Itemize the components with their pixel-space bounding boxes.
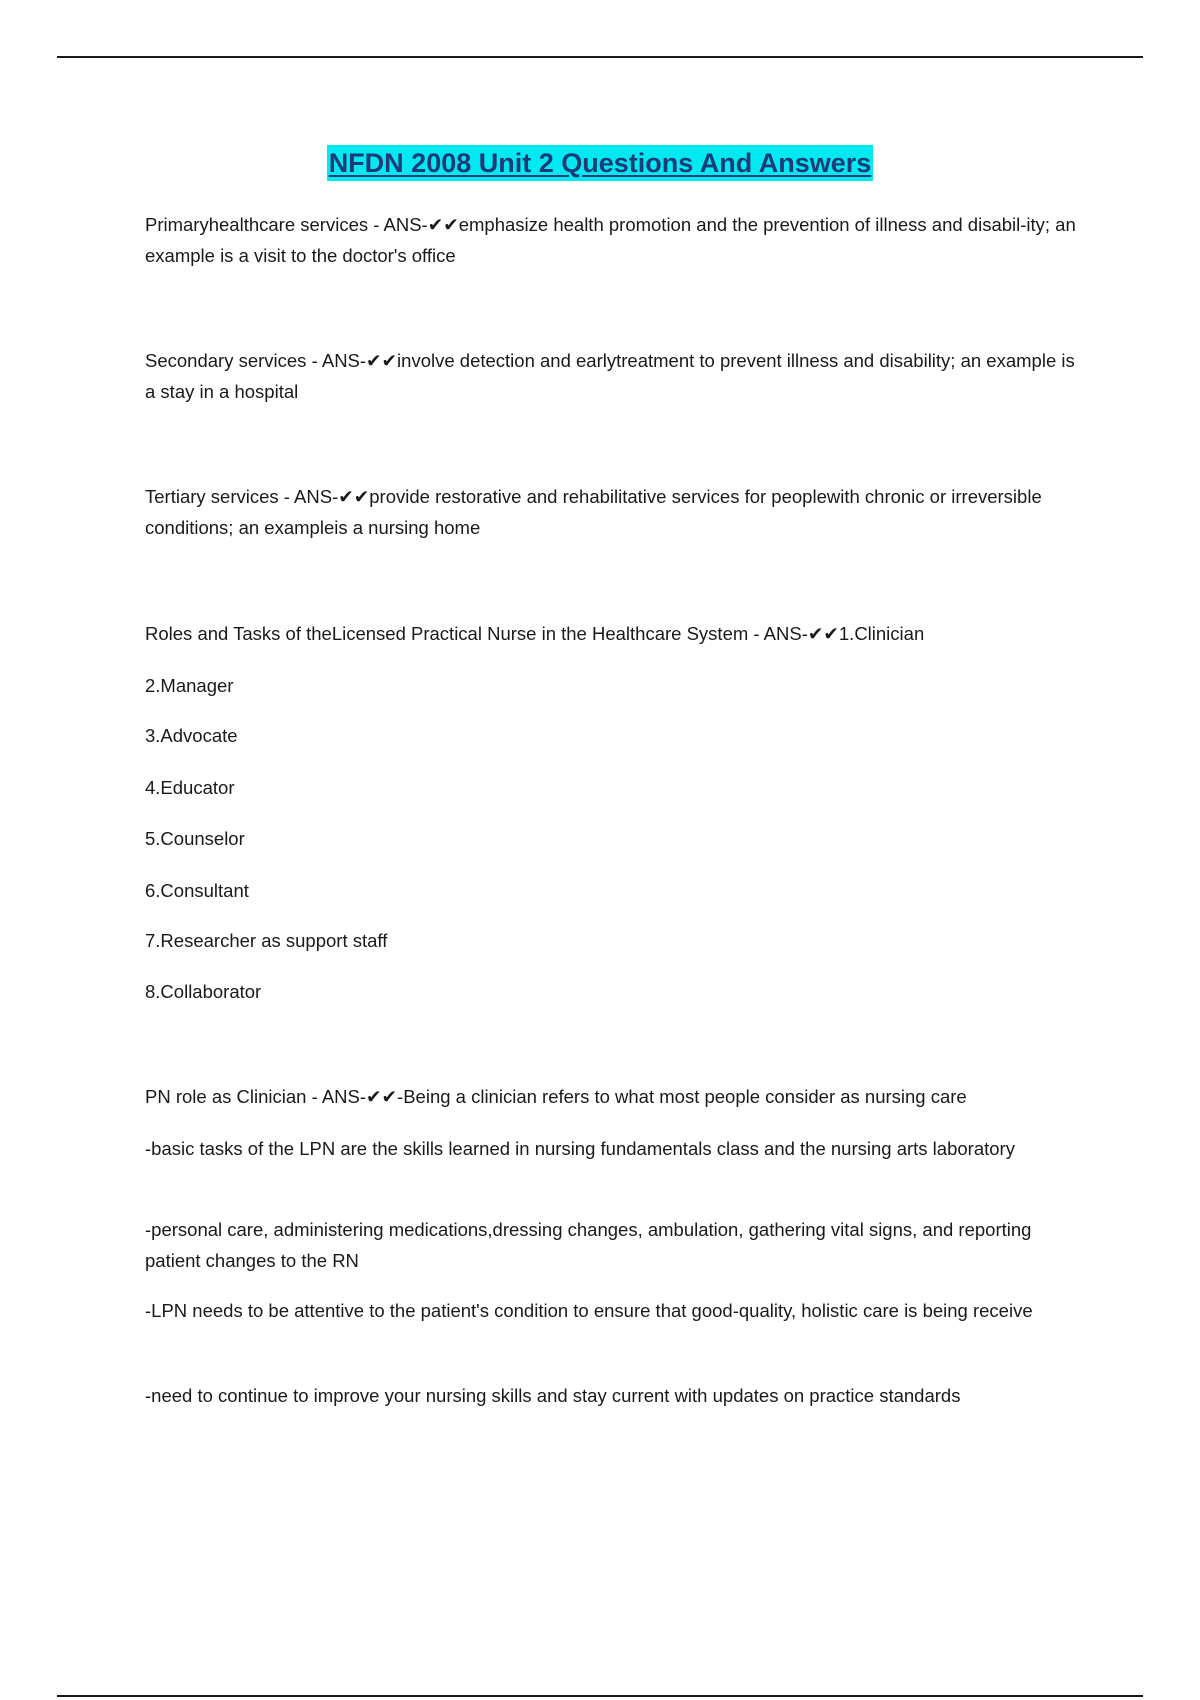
list-item: 6.Consultant [145, 880, 249, 901]
clinician-point: -basic tasks of the LPN are the skills learned in nursing fundamentals class and the nursing arts laboratory [145, 1138, 1015, 1159]
list-item: 2.Manager [145, 675, 234, 696]
list-item: 4.Educator [145, 777, 235, 798]
qa-tertiary-services: Tertiary services - ANS-✔✔provide restorative and rehabilitative services for peoplewith chronic or irreversible conditions; an exampleis a nursing home [145, 486, 1042, 538]
document-title: NFDN 2008 Unit 2 Questions And Answers [327, 145, 874, 181]
list-item: 3.Advocate [145, 725, 238, 746]
clinician-point: -personal care, administering medications,dressing changes, ambulation, gathering vital signs, and reporting patient changes to the RN [145, 1219, 1032, 1271]
list-item: 7.Researcher as support staff [145, 930, 388, 951]
clinician-point: -LPN needs to be attentive to the patient's condition to ensure that good-quality, holistic care is being receive [145, 1300, 1033, 1321]
qa-lpn-roles: Roles and Tasks of theLicensed Practical Nurse in the Healthcare System - ANS-✔✔1.Clinician [145, 623, 925, 644]
qa-primary-services: Primaryhealthcare services - ANS-✔✔emphasize health promotion and the prevention of illness and disabil-ity; an example is a visit to the doctor's office [145, 214, 1076, 266]
qa-pn-clinician: PN role as Clinician - ANS-✔✔-Being a clinician refers to what most people consider as nursing care [145, 1086, 967, 1107]
list-item: 8.Collaborator [145, 981, 262, 1002]
list-item: 5.Counselor [145, 828, 245, 849]
top-divider [57, 56, 1143, 58]
clinician-point: -need to continue to improve your nursing skills and stay current with updates on practice standards [145, 1385, 961, 1406]
title-container [0, 145, 1200, 181]
qa-secondary-services: Secondary services - ANS-✔✔involve detection and earlytreatment to prevent illness and disability; an example is a stay in a hospital [145, 350, 1075, 402]
bottom-divider [57, 1695, 1143, 1697]
